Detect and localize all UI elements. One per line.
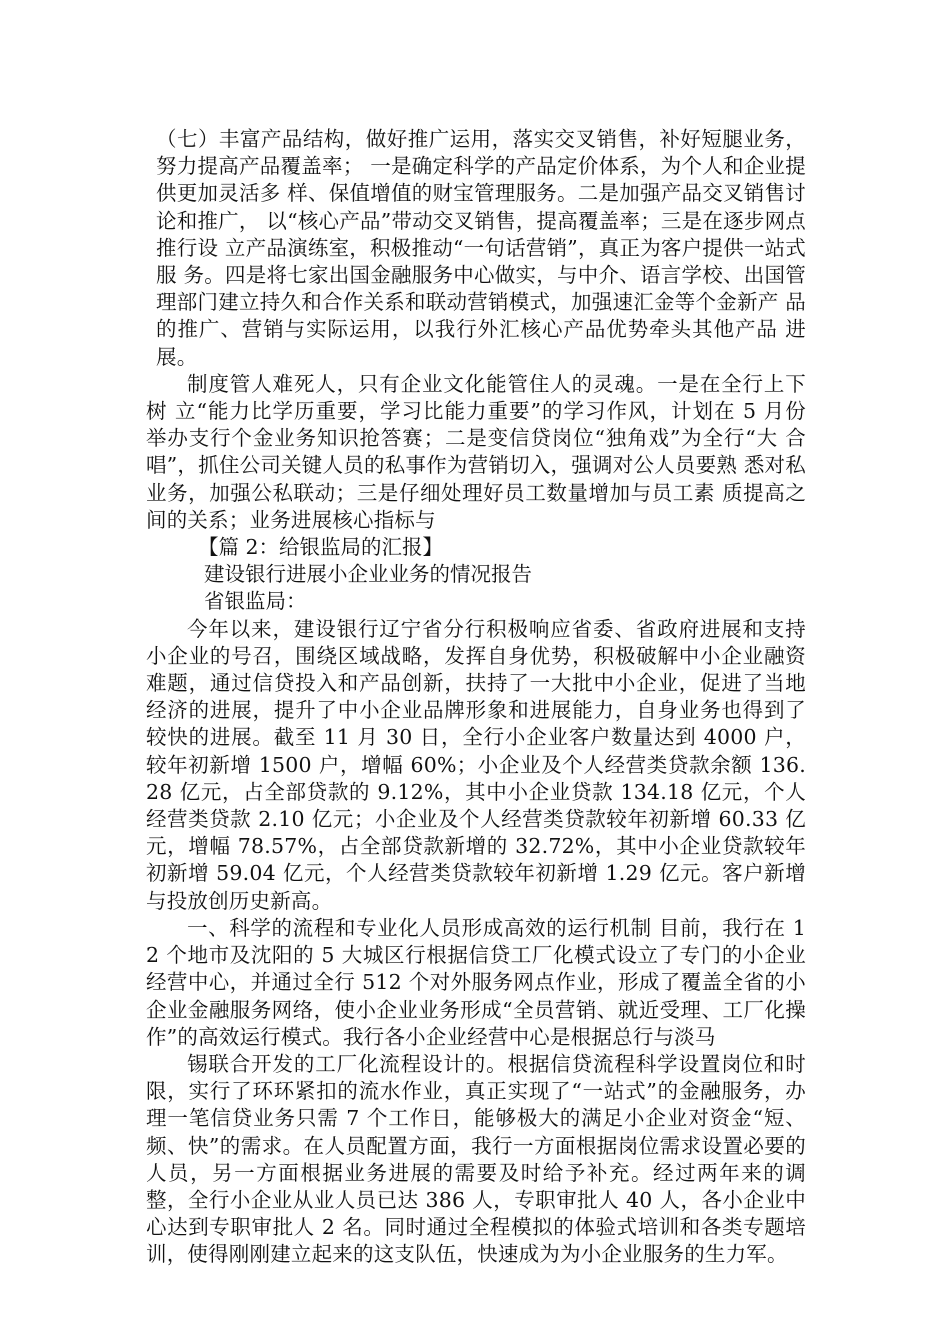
- paragraph-operation-mechanism: 一、科学的流程和专业化人员形成高效的运行机制 目前，我行在 12 个地市及沈阳的 5 大城区行根据信贷工厂化模式设立了专门的小企业经营中心，并通过全行 512 个对外服务网点作业，形成了覆盖全省的小企业金融服务网络，使小企业业务形成“全员营销、就近受理、工厂化操作”的高效运行模式。我行各小企业经营中心是根据总行与淡马: [146, 915, 806, 1049]
- report-salutation: 省银监局：: [204, 589, 307, 614]
- report-title: 建设银行进展小企业业务的情况报告: [204, 562, 532, 587]
- document-page: [146, 126, 806, 1269]
- paragraph-factory-process: 锡联合开发的工厂化流程设计的。根据信贷流程科学设置岗位和时限，实行了环环紧扣的流水作业，真正实现了“一站式”的金融服务，办理一笔信贷业务只需 7 个工作日，能够极大的满足小企业对资金“短、频、快”的需求。在人员配置方面，我行一方面根据岗位需求设置必要的人员，另一方面根据业务进展的需要及时给予补充。经过两年来的调整，全行小企业从业人员已达 386 人，专职审批人 40 人，各小企业中心达到专职审批人 2 名。同时通过全程模拟的体验式培训和各类专题培训，使得刚刚建立起来的这支队伍，快速成为为小企业服务的生力军。: [146, 1051, 806, 1267]
- section-heading: 【篇 2：给银监局的汇报】: [198, 535, 444, 560]
- paragraph-product-structure: （七）丰富产品结构，做好推广运用，落实交叉销售，补好短腿业务，努力提高产品覆盖率； 一是确定科学的产品定价体系，为个人和企业提供更加灵活多 样、保值增值的财宝管理服务。二是加强产品交叉销售讨论和推广， 以“核心产品”带动交叉销售，提高覆盖率；三是在逐步网点推行设 立产品演练室，积极推动“一句话营销”，真正为客户提供一站式服 务。四是将七家出国金融服务中心做实，与中介、语言学校、出国管 理部门建立持久和合作关系和联动营销模式，加强速汇金等个金新产 品的推广、营销与实际运用，以我行外汇核心产品优势牵头其他产品 进展。: [156, 127, 806, 369]
- paragraph-report-intro: 今年以来，建设银行辽宁省分行积极响应省委、省政府进展和支持小企业的号召，围绕区域战略，发挥自身优势，积极破解中小企业融资难题，通过信贷投入和产品创新，扶持了一大批中小企业，促进了当地经济的进展，提升了中小企业品牌形象和进展能力，自身业务也得到了较快的进展。截至 11 月 30 日，全行小企业客户数量达到 4000 户，较年初新增 1500 户，增幅 60%；小企业及个人经营类贷款余额 136.28 亿元，占全部贷款的 9.12%，其中小企业贷款 134.18 亿元，个人经营类贷款 2.10 亿元；小企业及个人经营类贷款较年初新增 60.33 亿元，增幅 78.57%，占全部贷款新增的 32.72%，其中小企业贷款较年初新增 59.04 亿元，个人经营类贷款较年初新增 1.29 亿元。客户新增与投放创历史新高。: [146, 616, 806, 913]
- paragraph-corporate-culture: 制度管人难死人，只有企业文化能管住人的灵魂。一是在全行上下树 立“能力比学历重要，学习比能力重要”的学习作风，计划在 5 月份 举办支行个金业务知识抢答赛；二是变信贷岗位“独角戏”为全行“大 合唱”，抓住公司关键人员的私事作为营销切入，强调对公人员要熟 悉对私业务，加强公私联动；三是仔细处理好员工数量增加与员工素 质提高之间的关系；业务进展核心指标与: [146, 371, 806, 532]
